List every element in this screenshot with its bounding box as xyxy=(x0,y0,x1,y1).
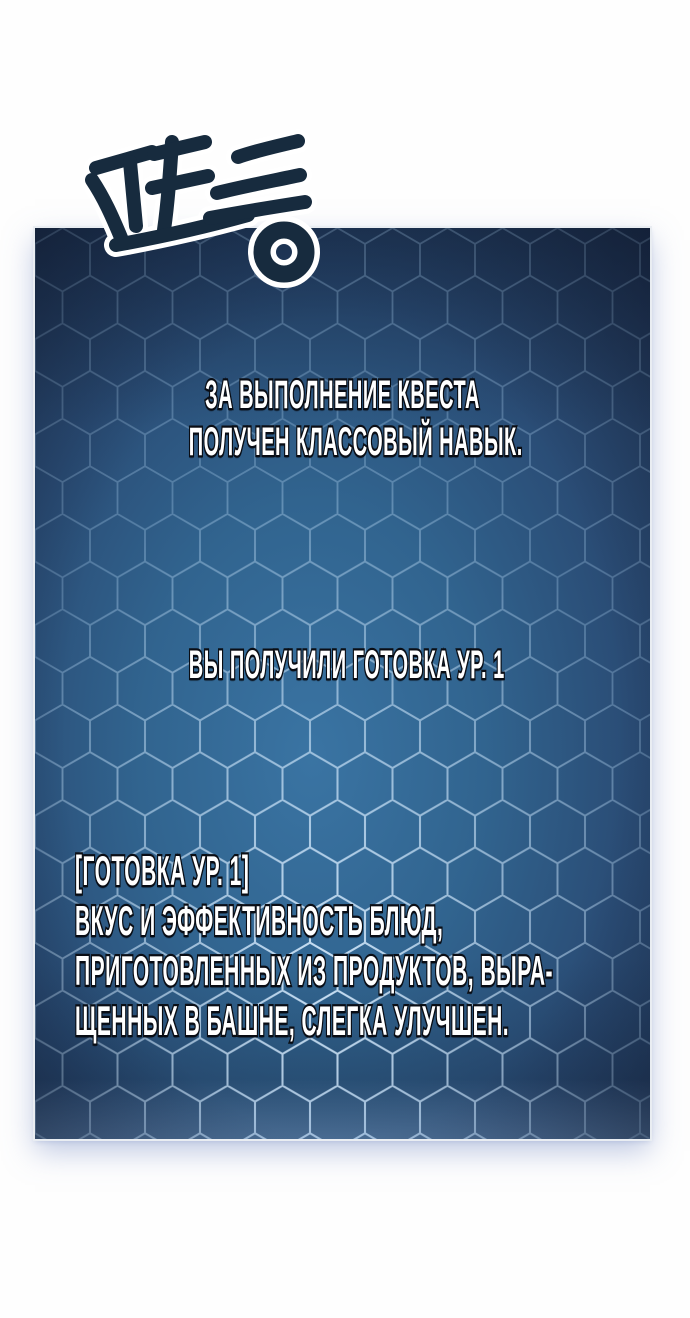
skill-description-line-1: ВКУС И ЭФФЕКТИВНОСТЬ БЛЮД, xyxy=(75,897,444,944)
skill-description-block xyxy=(75,846,553,1046)
system-message-panel xyxy=(35,228,650,1139)
skill-acquired-message: ВЫ ПОЛУЧИЛИ ГОТОВКА УР. 1 xyxy=(188,643,505,687)
quest-complete-message xyxy=(188,372,523,466)
skill-description-line-3: ЩЕННЫХ В БАШНЕ, СЛЕГКА УЛУЧШЕН. xyxy=(75,997,510,1044)
skill-title: [ГОТОВКА УР. 1] xyxy=(75,847,250,894)
quest-complete-line-1: ЗА ВЫПОЛНЕНИЕ КВЕСТА xyxy=(205,373,480,417)
quest-complete-line-2: ПОЛУЧЕН КЛАССОВЫЙ НАВЫК. xyxy=(188,420,523,464)
sfx-sound-effect-icon xyxy=(70,125,330,300)
sfx-text xyxy=(0,0,1,1)
skill-description-line-2: ПРИГОТОВЛЕННЫХ ИЗ ПРОДУКТОВ, ВЫРА- xyxy=(75,947,554,994)
